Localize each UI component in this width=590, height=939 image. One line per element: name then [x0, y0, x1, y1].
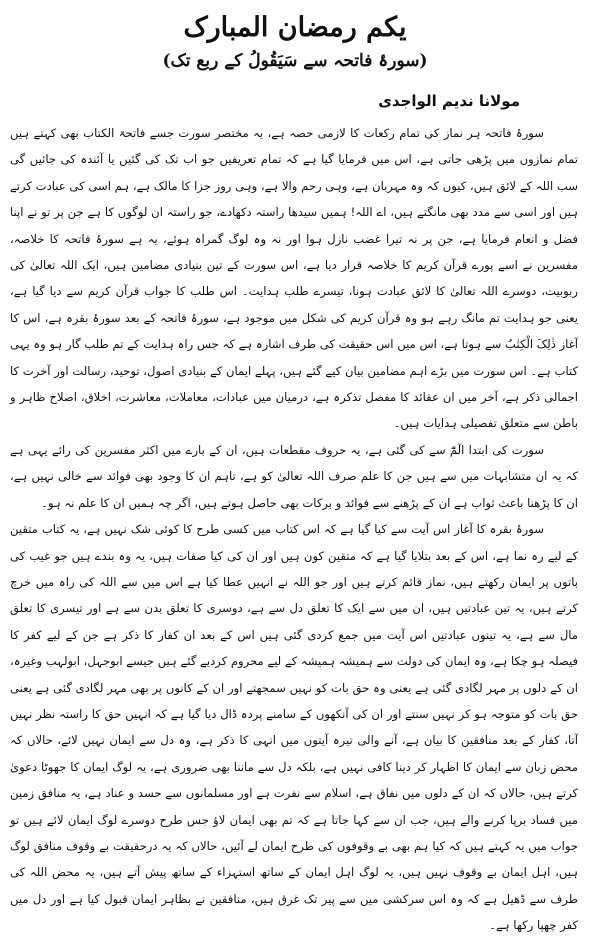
page-title: یکم رمضان المبارک — [183, 12, 407, 43]
author-byline: مولانا ندیم الواجدی — [378, 92, 520, 110]
page-subtitle: (سورۂ فاتحہ سے سَیَقُولُ کے ربع تک) — [162, 51, 428, 71]
paragraph-1: سورۂ فاتحہ ہر نماز کی تمام رکعات کا لازمی حصہ ہے، یہ مختصر سورت جسے فاتحۃ الکتاب بھی کہتے ہیں تمام نمازوں میں پڑھی جاتی ہے، اس میں فرمایا گیا ہے کہ تمام تعریفیں جو اب تک کی گئیں یا آئندہ کی جائیں گی سب اللہ کے لائق ہیں، کیوں کہ وہ مہربان ہے، وہی رحم والا ہے، وہی روز جزا کا مالک ہے، ہم اسی کی عبادت کرتے ہیں اور اسی سے مدد بھی مانگتے ہیں، اے اللہ! ہمیں سیدھا راستہ دکھادے، جو راستہ ان لوگوں کا ہے جن پر تو نے اپنا فضل و انعام فرمایا ہے، جن پر نہ تیرا غضب نازل ہوا اور نہ وہ لوگ گمراہ ہوئے، یہ ہے سورۂ فاتحہ کا خلاصہ، مفسرین نے اسے پورے قرآن کریم کا خلاصہ قرار دیا ہے، اس سورت کے تین بنیادی مضامین ہیں، ایک اللہ تعالیٰ کی ربوبیت، دوسرے اللہ تعالیٰ کا لائق عبادت ہونا، تیسرے طلب ہدایت۔ اس طلب کا جواب قرآن کریم سے دیا گیا ہے، یعنی جو ہدایت تم مانگ رہے ہو وہ قرآن کریم کی شکل میں موجود ہے، سورۂ فاتحہ کے بعد سورۂ بقرہ ہے، اس کا آغاز ذٰلِکَ الْکِتٰبُ سے ہوتا ہے، اس میں اس حقیقت کی طرف اشارہ ہے کہ جس راہ ہدایت کے تم طلب گار ہو وہ یہی کتاب ہے۔ اس سورت میں بڑے اہم مضامین بیان کیے گئے ہیں، پہلے ایمان کے بنیادی اصول، توحید، رسالت اور آخرت کا اجمالی ذکر ہے، آخر میں ان عقائد کا مفصل تذکرہ ہے، درمیان میں عبادات، معاملات، معاشرت، اخلاق، اصلاح ظاہر و باطن سے متعلق تفصیلی ہدایات ہیں۔ — [10, 126, 578, 431]
paragraph-3: سورۂ بقرہ کا آغاز اس آیت سے کیا گیا ہے کہ اس کتاب میں کسی طرح کا کوئی شک نہیں ہے، یہ کتاب متقین کے لیے رہ نما ہے، اس کے بعد بتلایا گیا ہے کہ متقین کون ہیں اور ان کی کیا صفات ہیں، یہ وہ بندے ہیں جو غیب کی باتوں پر ایمان رکھتے ہیں، نماز قائم کرتے ہیں اور جو اللہ نے انہیں عطا کیا ہے اس میں سے اللہ کی راہ میں خرچ کرتے ہیں، یہ تین عبادتیں ہیں، ان میں سے ایک کا تعلق دل سے ہے، دوسری کا تعلق بدن سے ہے اور تیسری کا تعلق مال سے ہے، یہ تینوں عبادتیں اس آیت میں جمع کردی گئی ہیں اس کے بعد ان کفار کا ذکر ہے جن کے لیے کفر کا فیصلہ ہو چکا ہے، وہ ایمان کی دولت سے ہمیشہ ہمیشہ کے لیے محروم کردیے گئے ہیں جیسے ابوجہل، ابولہب وغیرہ، ان کے دلوں پر مہر لگادی گئی ہے یعنی وہ حق بات کو نہیں سمجھتے اور ان کے کانوں پر بھی مہر لگادی گئی ہے یعنی حق بات کو متوجہ ہو کر نہیں سنتے اور ان کی آنکھوں کے سامنے پردہ ڈال دیا گیا ہے کہ انہیں حق کا راستہ نظر نہیں آتا، کفار کے بعد منافقین کا بیان ہے، آنے والی تیرہ آیتوں میں انہی کا ذکر ہے، وہ دل سے ایمان نہیں لائے، حالاں کہ محض زبان سے ایمان کا اظہار کر دینا کافی نہیں ہے، بلکہ دل سے ماننا بھی ضروری ہے، یہ لوگ ایمان کا جھوٹا دعویٰ کرتے ہیں، حالاں کہ ان کے دلوں میں نفاق ہے، اسلام سے نفرت ہے اور مسلمانوں سے حسد و عناد ہے، یہ منافق زمین میں فساد برپا کرنے والے ہیں، جب ان سے کہا جاتا ہے کہ تم بھی ایمان لاؤ جس طرح دوسرے لوگ ایمان لائے ہیں تو جواب میں یہ کہتے ہیں کہ کیا ہم بھی بے وقوفوں کی طرح ایمان لے آئیں، حالاں کہ یہ درحقیقت بے وقوف منافق لوگ ہیں، اہل ایمان بے وقوف نہیں ہیں، یہ لوگ اہل ایمان کے ساتھ استہزاء کے ساتھ پیش آتے ہیں، یہ محض اللہ کی طرف سے ڈھیل ہے کہ وہ اس سرکشی میں سے پیر تک غرق ہیں، منافقین نے بظاہر ایمان قبول کیا ہے اور دل میں کفر چھپا رکھا ہے۔ — [10, 522, 578, 933]
article-body — [10, 120, 578, 933]
paragraph-2: سورت کی ابتدا الٓمّٓ سے کی گئی ہے، یہ حروف مقطعات ہیں، ان کے بارے میں اکثر مفسرین کی رائے یہی ہے کہ یہ ان متشابہات میں سے ہیں جن کا علم صرف اللہ تعالیٰ کو ہے، تاہم ان کا وجود بھی فوائد سے خالی نہیں ہے، ان کا پڑھنا باعث ثواب ہے ان کے پڑھنے سے فوائد و برکات بھی حاصل ہوتے ہیں، اگر چہ ہمیں ان کا علم نہ ہو۔ — [10, 442, 578, 510]
